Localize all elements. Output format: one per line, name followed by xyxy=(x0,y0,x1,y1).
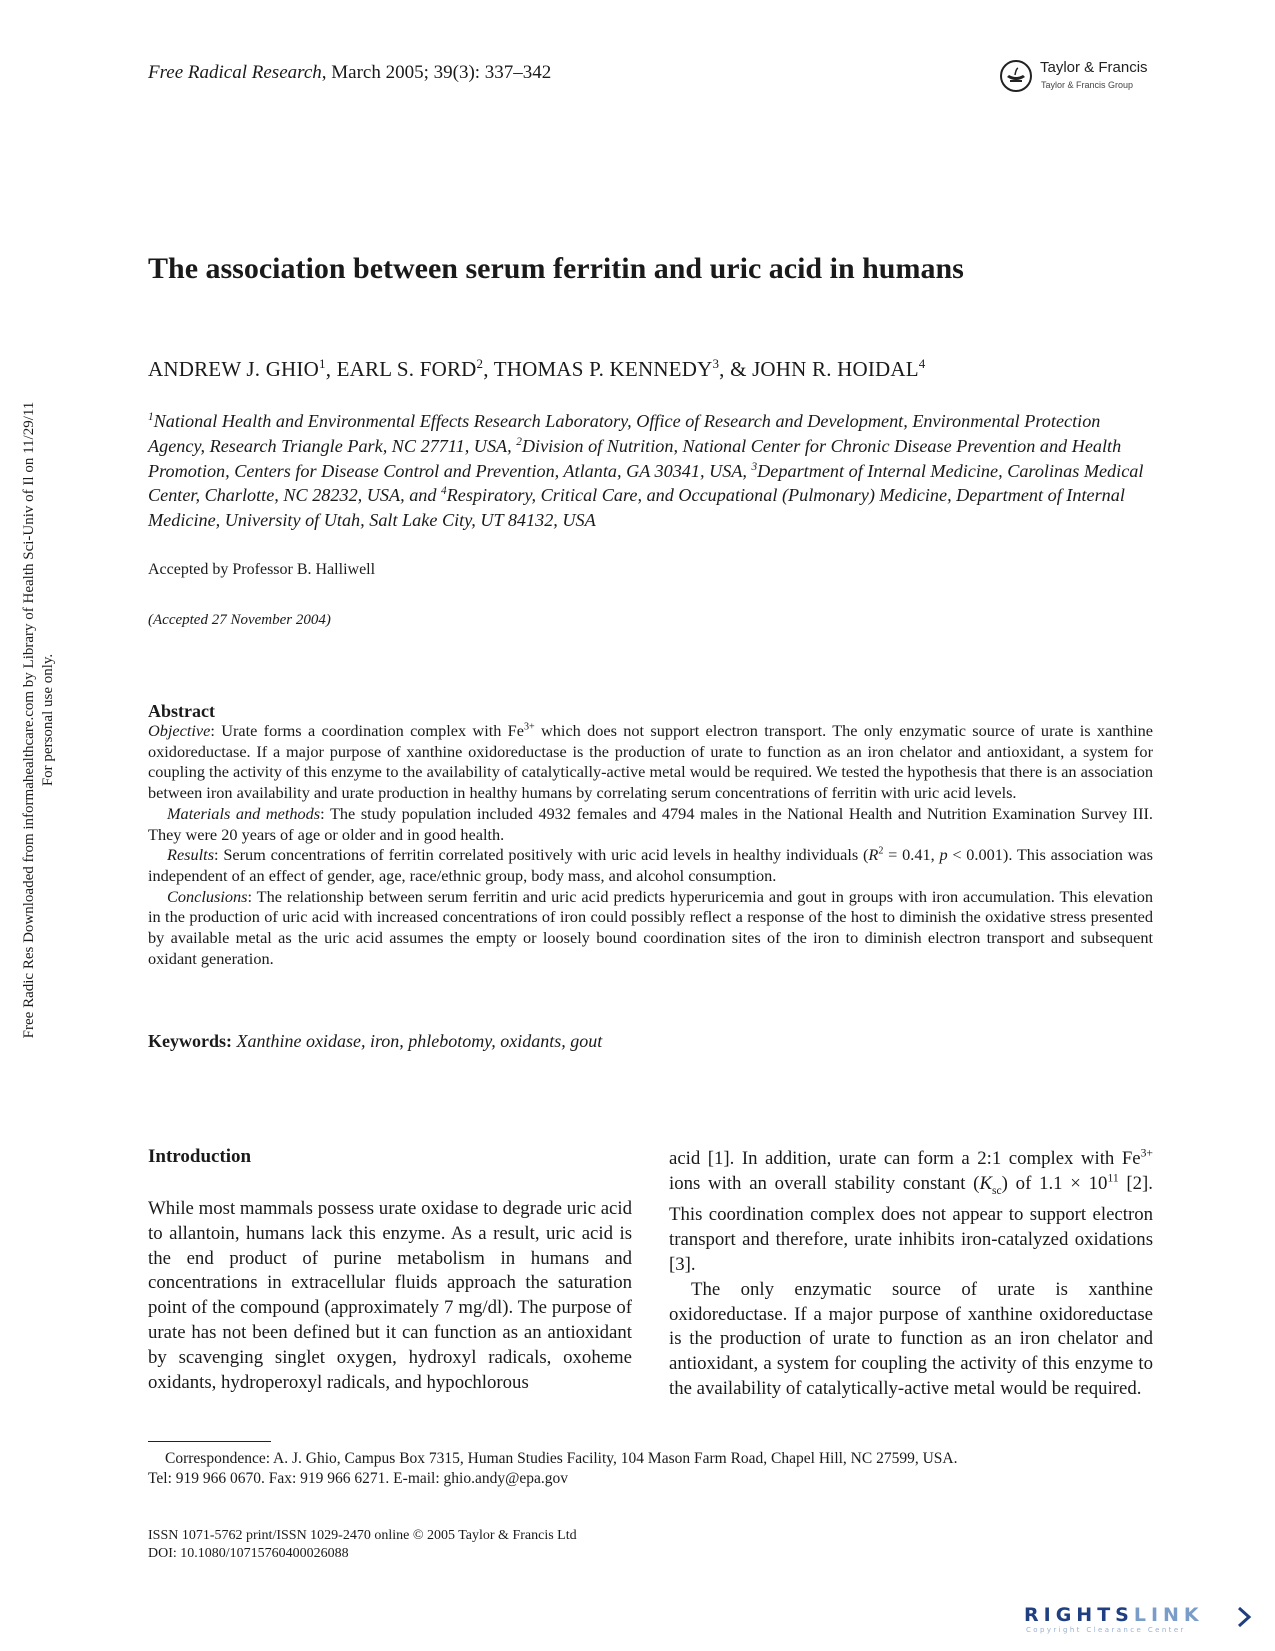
affiliation-text: Division of Nutrition, National Center for Chronic Disease Prevention and Health Promotion, Centers for Disease Control and Prevention, Atlanta, GA 30341, USA, xyxy=(148,435,1122,481)
intro-paragraph-2: The only enzymatic source of urate is xanthine oxidoreductase. If a major purpose of xanthine oxidoreductase is the production of urate to function as an iron chelator and antioxidant, a system for coupling the activity of this enzyme to the availability of catalytically-active metal would be required. xyxy=(669,1278,1153,1399)
conclusions-text: : The relationship between serum ferritin and uric acid predicts hyperuricemia and gout in groups with iron accumulation. This elevation in the production of uric acid with increased concentrations of iron could possibly reflect a response of the host to diminish the oxidative stress presented by available metal as the uric acid assumes the empty or loosely bound coordination sites of the iron to diminish electron transport and subsequent oxidant generation. xyxy=(148,886,1153,968)
intro-paragraph-1: While most mammals possess urate oxidase to degrade uric acid to allantoin, humans lack this enzyme. As a result, uric acid is the end product of purine metabolism in humans and concentrations in extracellular fluids approach the saturation point of the compound (approximately 7 mg/dl). The purpose of urate has not been defined but it can function as an antioxidant by scavenging singlet oxygen, hydroxyl radicals, oxoheme oxidants, hydroperoxyl radicals, and hypochlorous xyxy=(148,1198,632,1393)
intro-text: ) of 1.1 × 10 xyxy=(1001,1172,1108,1194)
rightslink-dark: RIGHTS xyxy=(1024,1604,1134,1626)
intro-left-column xyxy=(148,1197,632,1395)
footnote-line-1: Correspondence: A. J. Ghio, Campus Box 7315, Human Studies Facility, 104 Mason Farm Road, Chapel Hill, NC 27599, USA. xyxy=(165,1450,958,1467)
methods-text: : The study population included 4932 females and 4794 males in the National Health and Nutrition Examination Survey III. They were 20 years of age or older and in good health. xyxy=(148,803,1153,844)
introduction-heading: Introduction xyxy=(148,1146,252,1167)
abstract-heading: Abstract xyxy=(148,701,215,721)
author-separator: , & xyxy=(719,357,753,381)
rightslink-logo[interactable] xyxy=(1024,1604,1254,1634)
k-symbol: K xyxy=(979,1172,992,1194)
charge-superscript: 3+ xyxy=(523,721,535,733)
footnote-rule xyxy=(148,1441,271,1442)
journal-citation xyxy=(148,62,551,84)
r-exponent: 2 xyxy=(878,845,884,857)
author-affil-mark: 1 xyxy=(319,356,326,371)
intro-paragraph-1-cont xyxy=(669,1147,1153,1278)
objective-text-cont: which does not support electron transport. The only enzymatic source of urate is xanthine oxidoreductase. If a major purpose of xanthine oxidoreductase is the production of urate to function as an iron chelator and antioxidant, a system for coupling the activity of this enzyme to the availability of catalytically-active metal would be required. We tested the hypothesis that there is an association between iron availability and urate production in healthy humans by correlating serum concentrations of ferritin with uric acid levels. xyxy=(148,721,1153,803)
p-symbol: p xyxy=(939,845,948,865)
issn-doi xyxy=(148,1527,577,1563)
publisher-logo xyxy=(1000,58,1160,98)
publisher-group: Taylor & Francis Group xyxy=(1041,80,1134,90)
journal-issue: , March 2005; 39(3): 337–342 xyxy=(321,62,552,83)
publisher-lamp-icon xyxy=(1000,60,1032,92)
affiliations xyxy=(148,409,1153,533)
footnote-line-2: Tel: 919 966 0670. Fax: 919 966 6271. E-mail: ghio.andy@epa.gov xyxy=(148,1469,569,1487)
author-name: EARL S. FORD xyxy=(336,357,477,381)
author-affil-mark: 2 xyxy=(476,356,484,371)
download-watermark xyxy=(20,270,64,1170)
charge-superscript: 3+ xyxy=(1140,1146,1153,1160)
author-name: ANDREW J. GHIO xyxy=(148,357,319,381)
author-list xyxy=(148,357,926,382)
results-text-cont: < 0.001). This association was independent of an effect of gender, age, race/ethnic group, body mass, and alcohol consumption. xyxy=(148,845,1153,885)
abstract-body xyxy=(148,721,1153,969)
author-separator: , xyxy=(483,357,494,381)
correspondence-footnote xyxy=(148,1449,1153,1488)
accepted-date: (Accepted 27 November 2004) xyxy=(148,612,331,628)
affil-mark: 3 xyxy=(751,460,758,473)
methods-label: Materials and methods xyxy=(167,803,321,823)
abstract-results xyxy=(148,845,1153,886)
abstract-objective xyxy=(148,721,1153,804)
author-name: THOMAS P. KENNEDY xyxy=(493,357,713,381)
affiliation-text: National Health and Environmental Effects Research Laboratory, Office of Research and Development, Environmental Protection Agency, Research Triangle Park, NC 27711, USA, xyxy=(148,411,1101,456)
watermark-line-2: For personal use only. xyxy=(40,653,56,787)
keywords-list: Xanthine oxidase, iron, phlebotomy, oxidants, gout xyxy=(236,1031,603,1051)
watermark-line-1: Free Radic Res Downloaded from informahealthcare.com by Library of Health Sci-Univ of Il on 11/29/11 xyxy=(21,401,37,1039)
r-value: = 0.41, xyxy=(883,845,940,865)
issn-line: ISSN 1071-5762 print/ISSN 1029-2470 online © 2005 Taylor & Francis Ltd xyxy=(148,1528,577,1543)
accepted-by: Accepted by Professor B. Halliwell xyxy=(148,561,376,578)
affiliation-text: Department of Internal Medicine, Carolinas Medical Center, Charlotte, NC 28232, USA, and xyxy=(148,460,1144,506)
author-affil-mark: 3 xyxy=(712,356,720,371)
journal-name: Free Radical Research xyxy=(148,62,322,83)
results-label: Results xyxy=(167,845,215,865)
rightslink-arrow-icon xyxy=(1237,1606,1253,1628)
affiliation-text: Respiratory, Critical Care, and Occupational (Pulmonary) Medicine, Department of Internal Medicine, University of Utah, Salt Lake City, UT 84132, USA xyxy=(148,485,1125,531)
keywords xyxy=(148,1031,602,1052)
keywords-label: Keywords: xyxy=(148,1031,232,1051)
intro-text: ions with an overall stability constant ( xyxy=(669,1172,980,1194)
intro-text: acid [1]. In addition, urate can form a 2:1 complex with Fe xyxy=(669,1148,1141,1169)
objective-text: : Urate forms a coordination complex with Fe xyxy=(210,721,524,740)
paper-title: The association between serum ferritin and uric acid in humans xyxy=(148,252,964,285)
author-name: JOHN R. HOIDAL xyxy=(752,357,919,381)
exponent: 11 xyxy=(1107,1171,1119,1185)
rightslink-subtitle: Copyright Clearance Center xyxy=(1026,1626,1186,1634)
affil-mark: 2 xyxy=(516,435,522,448)
k-subscript: sc xyxy=(991,1183,1002,1197)
abstract-conclusions xyxy=(148,887,1153,970)
intro-text: [2]. This coordination complex does not appear to support electron transport and therefore, urate inhibits iron-catalyzed oxidations [3]. xyxy=(669,1172,1154,1275)
objective-label: Objective xyxy=(148,721,211,740)
author-separator: , xyxy=(325,357,337,381)
author-affil-mark: 4 xyxy=(918,356,926,371)
affil-mark: 1 xyxy=(148,410,154,423)
rightslink-wordmark xyxy=(1024,1604,1204,1626)
results-text: : Serum concentrations of ferritin correlated positively with uric acid levels in healthy individuals ( xyxy=(214,845,869,865)
rightslink-light: LINK xyxy=(1133,1604,1204,1626)
intro-right-column xyxy=(669,1147,1153,1402)
r-symbol: R xyxy=(868,845,879,865)
publisher-name: Taylor & Francis xyxy=(1040,59,1148,76)
abstract-methods xyxy=(148,804,1153,845)
conclusions-label: Conclusions xyxy=(167,886,248,906)
doi-line: DOI: 10.1080/10715760400026088 xyxy=(148,1546,349,1561)
affil-mark: 4 xyxy=(441,485,447,498)
